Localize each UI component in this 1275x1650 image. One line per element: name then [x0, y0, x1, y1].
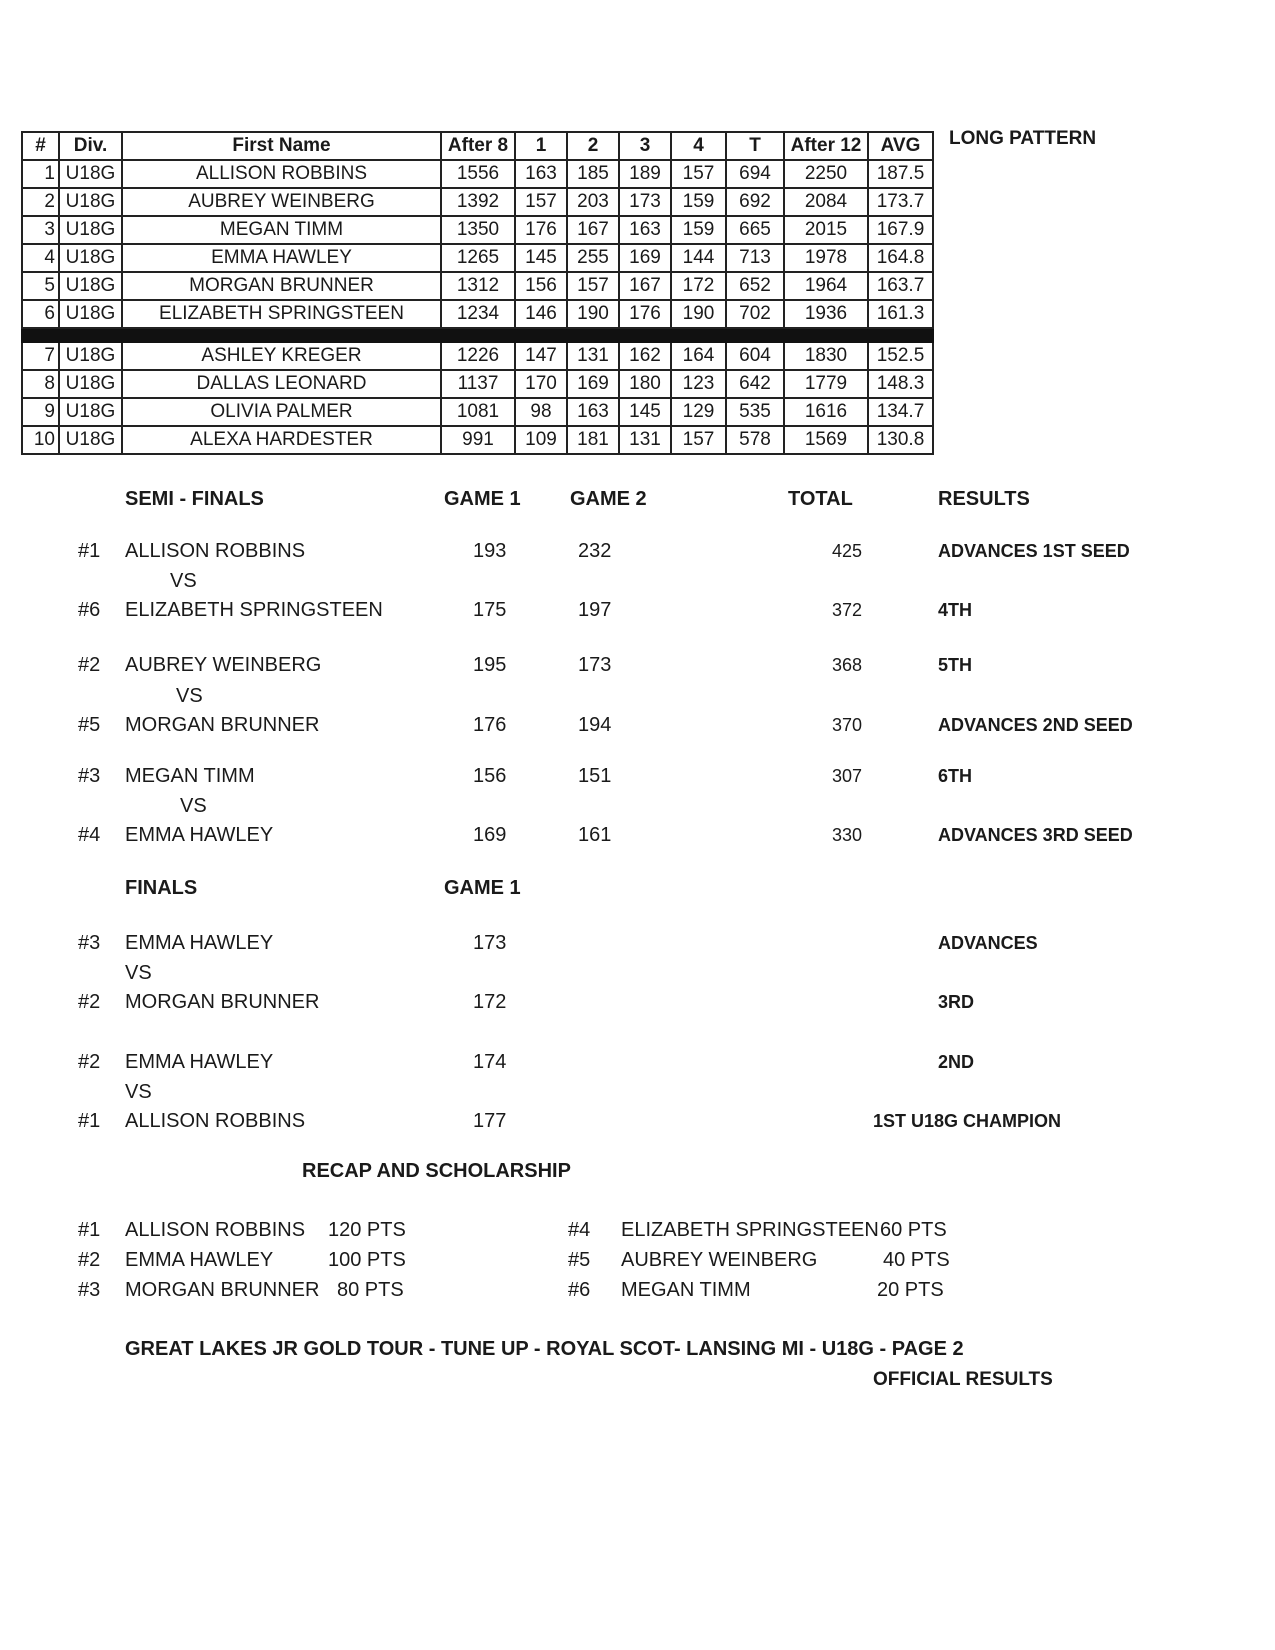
table-cell: EMMA HAWLEY [122, 244, 441, 272]
table-cell: U18G [59, 188, 122, 216]
standings-table [21, 131, 934, 455]
finals-game1-header: GAME 1 [444, 877, 521, 899]
semis-game2-header: GAME 2 [570, 488, 647, 510]
recap-seed: #5 [568, 1249, 591, 1271]
game2-score: 161 [578, 824, 612, 846]
recap-name: AUBREY WEINBERG [621, 1249, 818, 1271]
table-row [22, 300, 933, 328]
table-row [22, 398, 933, 426]
col-header: 2 [567, 132, 619, 160]
table-cell: MORGAN BRUNNER [122, 272, 441, 300]
table-cell: 713 [726, 244, 784, 272]
table-cell: 129 [671, 398, 726, 426]
table-cell: U18G [59, 244, 122, 272]
total-score: 372 [832, 600, 863, 620]
result: 6TH [938, 766, 973, 786]
table-cell: 9 [22, 398, 59, 426]
seed: #3 [78, 765, 101, 787]
recap-points: 100 PTS [328, 1249, 406, 1271]
table-cell: 4 [22, 244, 59, 272]
table-cell: 144 [671, 244, 726, 272]
standings-rows-top [22, 160, 933, 328]
table-cell: 5 [22, 272, 59, 300]
bowler-name: MORGAN BRUNNER [125, 991, 320, 1013]
recap-name: MEGAN TIMM [621, 1279, 751, 1301]
total-score: 307 [832, 766, 863, 786]
table-cell: 187.5 [868, 160, 933, 188]
bowler-name: EMMA HAWLEY [125, 824, 274, 846]
table-cell: 190 [567, 300, 619, 328]
table-cell: 1234 [441, 300, 515, 328]
bowler-name: EMMA HAWLEY [125, 932, 274, 954]
semis-results-header: RESULTS [938, 488, 1030, 510]
seed: #2 [78, 654, 101, 676]
bowler-name: MORGAN BRUNNER [125, 714, 320, 736]
seed: #2 [78, 1051, 101, 1073]
table-cell: 692 [726, 188, 784, 216]
recap-seed: #3 [78, 1279, 101, 1301]
result: ADVANCES [938, 933, 1038, 953]
col-header: T [726, 132, 784, 160]
col-header: 1 [515, 132, 567, 160]
seed: #6 [78, 599, 101, 621]
game2-score: 151 [578, 765, 612, 787]
table-cell: U18G [59, 398, 122, 426]
table-cell: 652 [726, 272, 784, 300]
table-cell: 1137 [441, 370, 515, 398]
cut-line-row [22, 328, 933, 342]
table-cell: 147 [515, 342, 567, 370]
table-cell: 6 [22, 300, 59, 328]
col-header: First Name [122, 132, 441, 160]
table-cell: 7 [22, 342, 59, 370]
game1-score: 193 [473, 540, 507, 562]
game1-score: 174 [473, 1051, 507, 1073]
seed: #4 [78, 824, 101, 846]
table-row [22, 342, 933, 370]
recap-title: RECAP AND SCHOLARSHIP [302, 1160, 571, 1182]
col-header: 3 [619, 132, 671, 160]
vs-label: VS [125, 962, 152, 984]
table-cell: 1616 [784, 398, 868, 426]
table-cell: 173 [619, 188, 671, 216]
recap-seed: #2 [78, 1249, 101, 1271]
recap-points: 80 PTS [337, 1279, 404, 1301]
table-cell: 157 [515, 188, 567, 216]
cut-line [22, 328, 933, 342]
table-cell: 702 [726, 300, 784, 328]
table-cell: 130.8 [868, 426, 933, 454]
table-cell: 131 [567, 342, 619, 370]
table-cell: 134.7 [868, 398, 933, 426]
table-cell: 156 [515, 272, 567, 300]
table-cell: 109 [515, 426, 567, 454]
table-row [22, 272, 933, 300]
table-cell: 180 [619, 370, 671, 398]
standings-rows-bottom [22, 342, 933, 454]
table-cell: 167.9 [868, 216, 933, 244]
table-cell: 157 [567, 272, 619, 300]
seed: #1 [78, 540, 101, 562]
semis-game1-header: GAME 1 [444, 488, 521, 510]
official-results-label: OFFICIAL RESULTS [873, 1369, 1053, 1390]
table-cell: 163.7 [868, 272, 933, 300]
game1-score: 176 [473, 714, 507, 736]
table-cell: 123 [671, 370, 726, 398]
vs-label: VS [176, 685, 203, 707]
table-cell: 164 [671, 342, 726, 370]
table-cell: 2250 [784, 160, 868, 188]
recap-seed: #6 [568, 1279, 591, 1301]
table-cell: 1226 [441, 342, 515, 370]
table-cell: 173.7 [868, 188, 933, 216]
table-cell: 163 [567, 398, 619, 426]
bowler-name: ELIZABETH SPRINGSTEEN [125, 599, 383, 621]
table-cell: 172 [671, 272, 726, 300]
table-cell: 1936 [784, 300, 868, 328]
game1-score: 172 [473, 991, 507, 1013]
table-cell: 163 [515, 160, 567, 188]
table-row [22, 244, 933, 272]
table-cell: 185 [567, 160, 619, 188]
seed: #5 [78, 714, 101, 736]
total-score: 368 [832, 655, 863, 675]
game1-score: 156 [473, 765, 507, 787]
recap-name: EMMA HAWLEY [125, 1249, 274, 1271]
col-header: Div. [59, 132, 122, 160]
table-cell: 176 [619, 300, 671, 328]
table-cell: 161.3 [868, 300, 933, 328]
table-cell: 162 [619, 342, 671, 370]
table-cell: 164.8 [868, 244, 933, 272]
result: 2ND [938, 1052, 975, 1072]
bowler-name: AUBREY WEINBERG [125, 654, 322, 676]
table-cell: 2084 [784, 188, 868, 216]
table-cell: 163 [619, 216, 671, 244]
table-row [22, 188, 933, 216]
result: ADVANCES 1ST SEED [938, 541, 1130, 561]
table-cell: OLIVIA PALMER [122, 398, 441, 426]
table-cell: ASHLEY KREGER [122, 342, 441, 370]
table-cell: 535 [726, 398, 784, 426]
result: ADVANCES 2ND SEED [938, 715, 1133, 735]
standings-header-row [22, 132, 933, 160]
recap-seed: #4 [568, 1219, 591, 1241]
table-cell: 1 [22, 160, 59, 188]
total-score: 425 [832, 541, 863, 561]
table-cell: AUBREY WEINBERG [122, 188, 441, 216]
pattern-label: LONG PATTERN [949, 128, 1097, 149]
vs-label: VS [170, 570, 197, 592]
table-cell: 181 [567, 426, 619, 454]
col-header: AVG [868, 132, 933, 160]
recap-points: 60 PTS [880, 1219, 947, 1241]
game1-score: 175 [473, 599, 507, 621]
table-cell: 167 [619, 272, 671, 300]
game2-score: 197 [578, 599, 612, 621]
recap-points: 120 PTS [328, 1219, 406, 1241]
table-cell: U18G [59, 300, 122, 328]
table-cell: 131 [619, 426, 671, 454]
table-cell: 8 [22, 370, 59, 398]
table-cell: 170 [515, 370, 567, 398]
table-cell: 159 [671, 188, 726, 216]
game2-score: 173 [578, 654, 612, 676]
table-cell: 145 [619, 398, 671, 426]
total-score: 330 [832, 825, 863, 845]
table-cell: 1350 [441, 216, 515, 244]
table-cell: U18G [59, 160, 122, 188]
game1-score: 173 [473, 932, 507, 954]
table-cell: 1978 [784, 244, 868, 272]
result: 3RD [938, 992, 975, 1012]
table-cell: U18G [59, 426, 122, 454]
table-cell: U18G [59, 342, 122, 370]
table-cell: 148.3 [868, 370, 933, 398]
total-score: 370 [832, 715, 863, 735]
table-cell: U18G [59, 216, 122, 244]
event-footer: GREAT LAKES JR GOLD TOUR - TUNE UP - ROYAL SCOT- LANSING MI - U18G - PAGE 2 [125, 1338, 964, 1360]
table-cell: MEGAN TIMM [122, 216, 441, 244]
table-cell: 157 [671, 160, 726, 188]
seed: #2 [78, 991, 101, 1013]
table-cell: 604 [726, 342, 784, 370]
col-header: After 12 [784, 132, 868, 160]
table-cell: 1265 [441, 244, 515, 272]
table-cell: ALEXA HARDESTER [122, 426, 441, 454]
semis-total-header: TOTAL [788, 488, 853, 510]
vs-label: VS [180, 795, 207, 817]
table-cell: U18G [59, 272, 122, 300]
seed: #1 [78, 1110, 101, 1132]
game1-score: 169 [473, 824, 507, 846]
recap-name: MORGAN BRUNNER [125, 1279, 320, 1301]
table-cell: 991 [441, 426, 515, 454]
result: ADVANCES 3RD SEED [938, 825, 1133, 845]
bowler-name: EMMA HAWLEY [125, 1051, 274, 1073]
game1-score: 195 [473, 654, 507, 676]
recap-points: 20 PTS [877, 1279, 944, 1301]
table-cell: 2015 [784, 216, 868, 244]
col-header: 4 [671, 132, 726, 160]
bowler-name: MEGAN TIMM [125, 765, 255, 787]
recap-points: 40 PTS [883, 1249, 950, 1271]
result: 5TH [938, 655, 973, 675]
result: 4TH [938, 600, 973, 620]
table-cell: 10 [22, 426, 59, 454]
table-cell: 98 [515, 398, 567, 426]
table-cell: 190 [671, 300, 726, 328]
table-cell: 3 [22, 216, 59, 244]
recap-seed: #1 [78, 1219, 101, 1241]
bowler-name: ALLISON ROBBINS [125, 540, 306, 562]
champion-result: 1ST U18G CHAMPION [873, 1111, 1062, 1131]
table-cell: 189 [619, 160, 671, 188]
recap-name: ELIZABETH SPRINGSTEEN [621, 1219, 879, 1241]
table-cell: 1556 [441, 160, 515, 188]
vs-label: VS [125, 1081, 152, 1103]
table-cell: 1312 [441, 272, 515, 300]
col-header: After 8 [441, 132, 515, 160]
table-cell: 1569 [784, 426, 868, 454]
recap-name: ALLISON ROBBINS [125, 1219, 306, 1241]
table-cell: 578 [726, 426, 784, 454]
table-cell: 1964 [784, 272, 868, 300]
table-cell: U18G [59, 370, 122, 398]
table-cell: 1392 [441, 188, 515, 216]
table-cell: ELIZABETH SPRINGSTEEN [122, 300, 441, 328]
table-row [22, 370, 933, 398]
table-cell: 1779 [784, 370, 868, 398]
table-cell: 159 [671, 216, 726, 244]
table-cell: 1081 [441, 398, 515, 426]
table-cell: DALLAS LEONARD [122, 370, 441, 398]
table-row [22, 160, 933, 188]
table-cell: 145 [515, 244, 567, 272]
table-cell: 255 [567, 244, 619, 272]
table-cell: 152.5 [868, 342, 933, 370]
table-cell: 694 [726, 160, 784, 188]
table-cell: 642 [726, 370, 784, 398]
game2-score: 194 [578, 714, 612, 736]
table-cell: 665 [726, 216, 784, 244]
table-cell: 1830 [784, 342, 868, 370]
table-cell: 167 [567, 216, 619, 244]
table-cell: 146 [515, 300, 567, 328]
table-row [22, 426, 933, 454]
finals-title: FINALS [125, 877, 198, 899]
cut-line-bar [22, 328, 933, 342]
table-row [22, 216, 933, 244]
table-cell: 169 [567, 370, 619, 398]
table-cell: ALLISON ROBBINS [122, 160, 441, 188]
seed: #3 [78, 932, 101, 954]
table-cell: 169 [619, 244, 671, 272]
game1-score: 177 [473, 1110, 507, 1132]
table-cell: 2 [22, 188, 59, 216]
col-header: # [22, 132, 59, 160]
game2-score: 232 [578, 540, 612, 562]
table-cell: 176 [515, 216, 567, 244]
bowler-name: ALLISON ROBBINS [125, 1110, 306, 1132]
semis-title: SEMI - FINALS [125, 488, 264, 510]
table-cell: 203 [567, 188, 619, 216]
table-cell: 157 [671, 426, 726, 454]
